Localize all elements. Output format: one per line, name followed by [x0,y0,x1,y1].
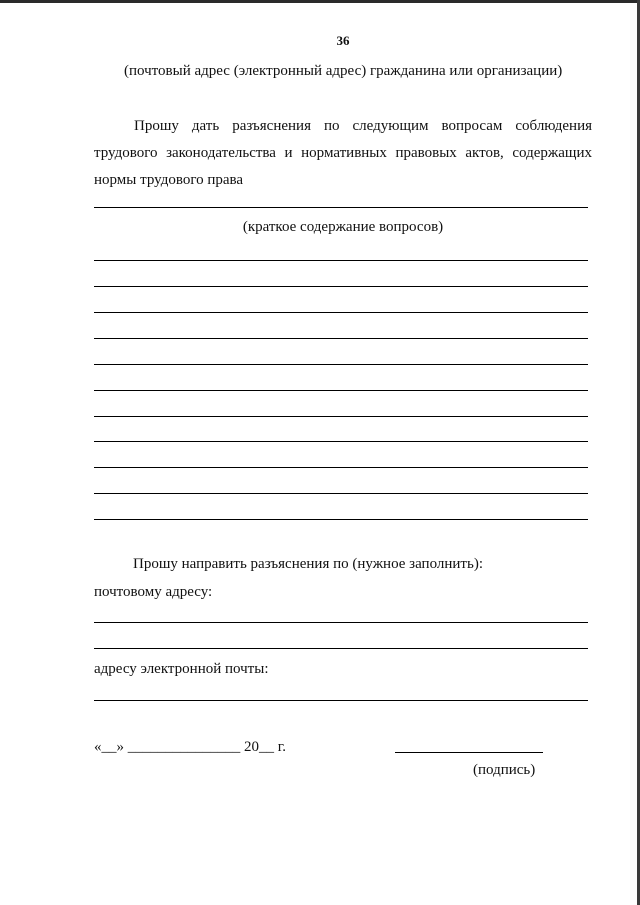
question-line [94,519,588,520]
question-line [94,441,588,442]
email-address-line [94,700,588,701]
postal-address-line [94,648,588,649]
page-number: 36 [336,33,350,48]
question-line [94,312,588,313]
postal-address-line [94,622,588,623]
questions-top-line [94,207,588,208]
question-line [94,260,588,261]
question-line [94,286,588,287]
questions-caption: (краткое содержание вопросов) [242,219,444,235]
email-address-label: адресу электронной почты: [94,661,269,677]
postal-address-label: почтовому адресу: [94,584,213,600]
question-line [94,390,588,391]
address-caption: (почтовый адрес (электронный адрес) гражданина или организации) [124,63,563,79]
question-line [94,416,588,417]
question-line [94,493,588,494]
scan-edge-top [0,0,640,3]
send-request-text: Прошу направить разъяснения по (нужное заполнить): [133,556,483,572]
signature-caption: (подпись) [473,762,536,778]
question-line [94,467,588,468]
signature-line [395,752,543,753]
question-line [94,338,588,339]
date-field: «__» _______________ 20__ г. [94,739,286,755]
question-line [94,364,588,365]
request-paragraph: Прошу дать разъяснения по следующим вопросам соблюдения трудового законодательства и нормативных правовых актов, содержащих нормы трудового права [94,118,592,188]
